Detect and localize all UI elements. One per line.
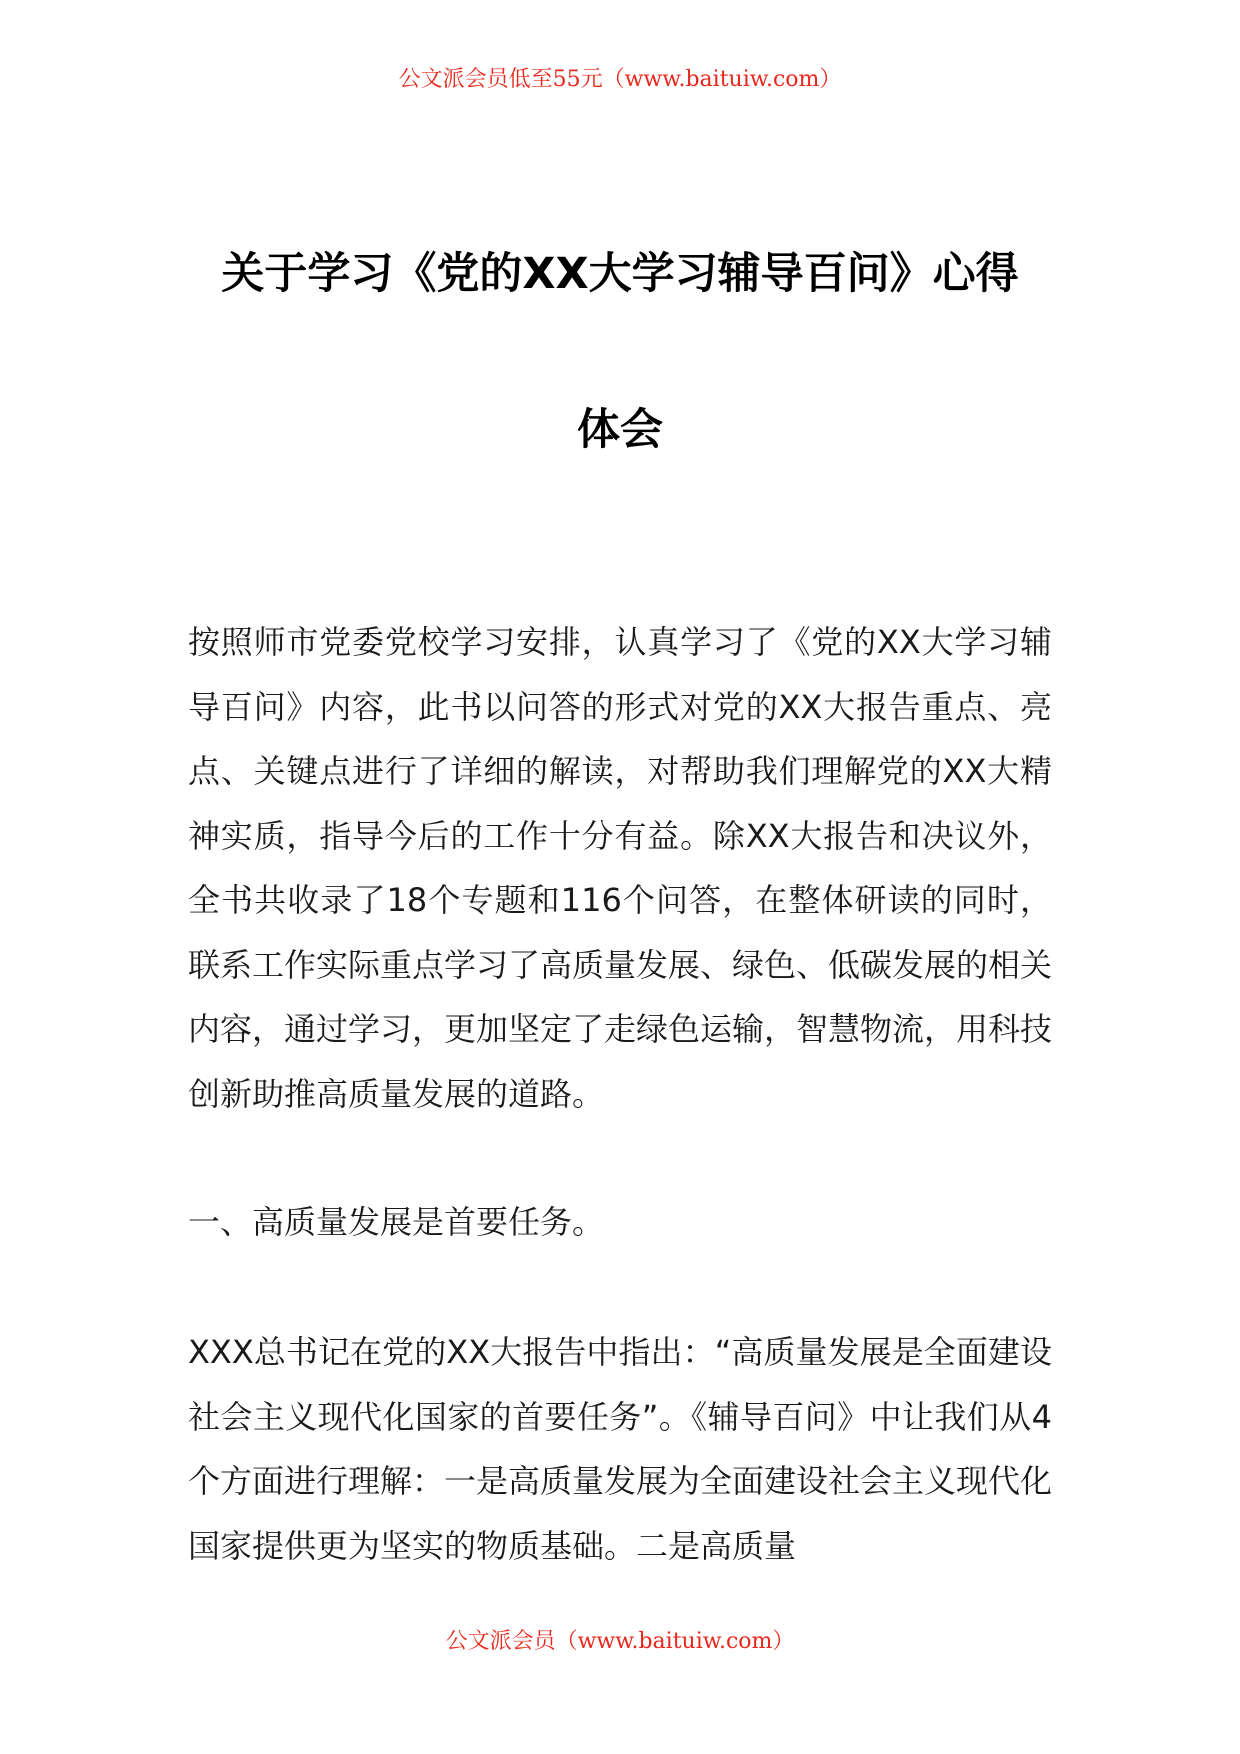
- document-title-line-1: 关于学习《党的XX大学习辅导百问》心得: [221, 249, 1019, 299]
- document-title-line-2: 体会: [577, 405, 663, 455]
- section-heading-1: 一、高质量发展是首要任务。: [188, 1203, 605, 1241]
- body-paragraph-2: XXX总书记在党的XX大报告中指出：“高质量发展是全面建设社会主义现代化国家的首要任务”。《辅导百问》中让我们从4个方面进行理解：一是高质量发展为全面建设社会主义现代化国家提供更为坚实的物质基础。二是高质量: [188, 1333, 1053, 1565]
- footer-watermark-banner: 公文派会员（www.baituiw.com）: [445, 1629, 795, 1654]
- document-title: [150, 196, 1090, 508]
- body-paragraph-1: 按照师市党委党校学习安排，认真学习了《党的XX大学习辅导百问》内容，此书以问答的形式对党的XX大报告重点、亮点、关键点进行了详细的解读，对帮助我们理解党的XX大精神实质，指导今后的工作十分有益。除XX大报告和决议外，全书共收录了18个专题和116个问答，在整体研读的同时，联系工作实际重点学习了高质量发展、绿色、低碳发展的相关内容，通过学习，更加坚定了走绿色运输，智慧物流，用科技创新助推高质量发展的道路。: [188, 623, 1053, 1113]
- header-watermark-banner: 公文派会员低至55元（www.baituiw.com）: [398, 67, 842, 92]
